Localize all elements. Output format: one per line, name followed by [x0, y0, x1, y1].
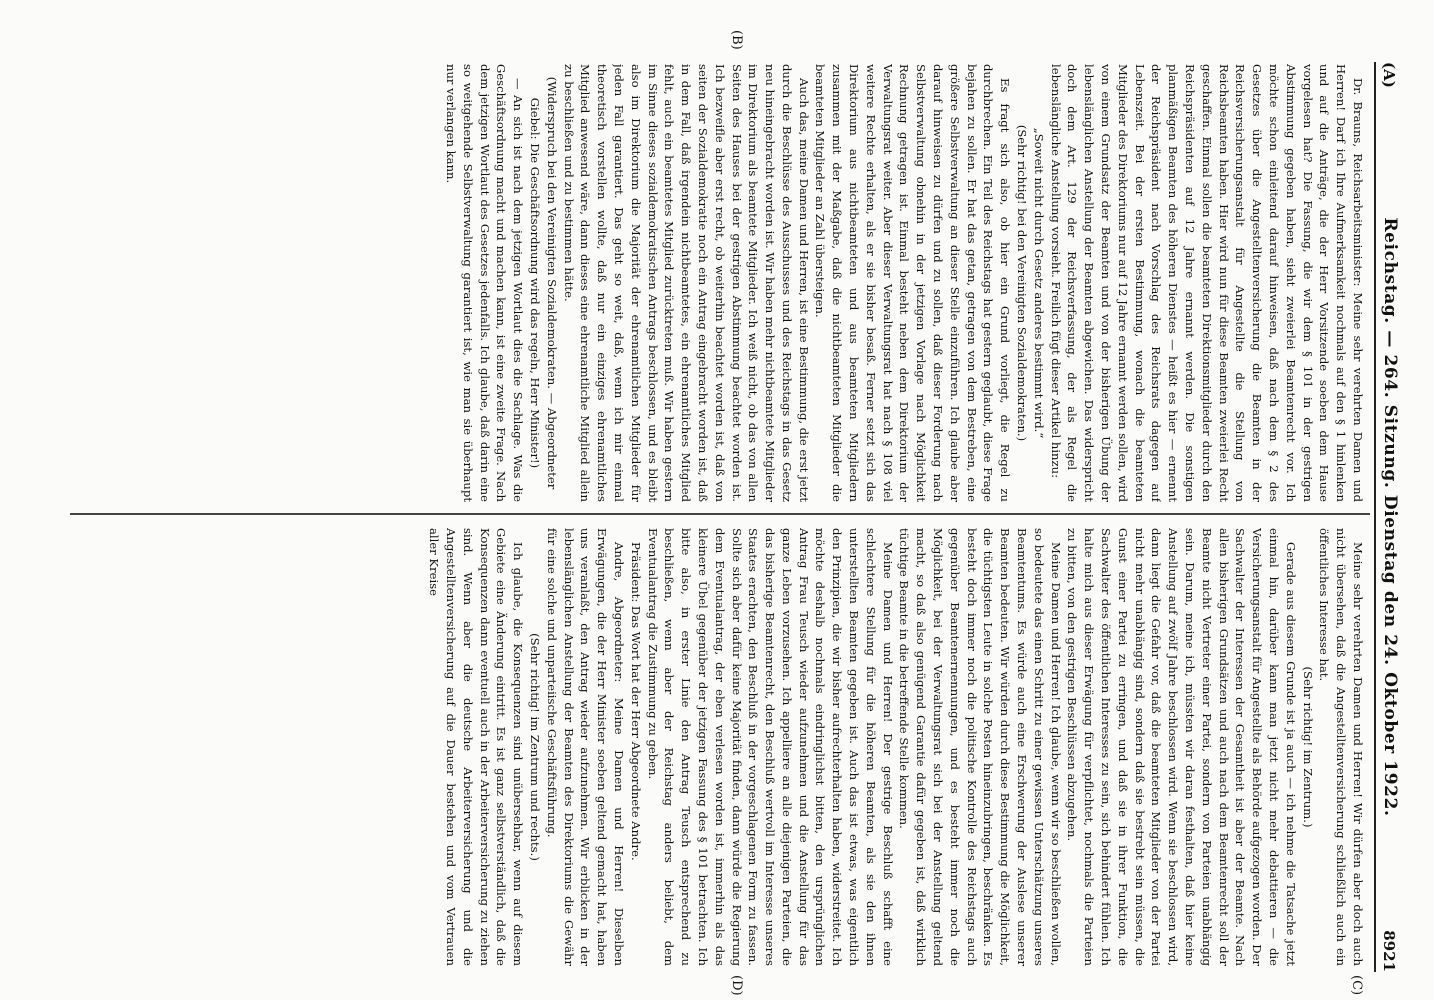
paragraph: Gerade aus diesem Grunde ist ja auch — ich nehme die Tatsache jetzt einmal hin, darüber kann man jetzt nicht mehr debattieren — die Versicherungsanstalt für Angestellte als Behörde aufgezogen worden. Der Sachwalter der Interessen der Gesamtheit ist aber der Beamte. Nach allen bisherigen Grundsätzen und auch nach dem Beamtenrecht soll der Beamte nicht Vertreter einer Partei, sondern von Parteien unabhängig sein. Darum, meine ich, müssten wir daran festhalten, daß hier keine Anstellung auf zwölf Jahre beschlossen wird. Wenn sie beschlossen wird, dann liegt die Gefahr vor, daß die beamteten Mitglieder von der Partei nicht mehr unabhängig sind, sondern daß sie bestrebt sein müssen, die Gunst einer Partei zu erringen, und daß sie in ihrer Funktion, die Sachwalter des öffentlichen Interesses zu sein, sich behindert fühlen. Ich halte mich aus dieser Erwägung für verpflichtet, nochmals die Parteien zu bitten, von den gestrigen Beschlüssen abzugehen. — [1065, 528, 1298, 966]
margin-marker-c: (C) — [1349, 975, 1364, 996]
header-rule — [1374, 62, 1376, 972]
paragraph: Meine sehr verehrten Damen und Herren! Wir dürfen aber doch auch nicht übersehen, daß die Angestelltenversicherung schließlich auch ein öffentliches Interesse hat. — [1317, 528, 1365, 966]
margin-marker-d: (D) — [729, 975, 744, 996]
paragraph: Ich glaube, die Konsequenzen sind unübersehbar, wenn auf diesem Gebiete eine Änderung eintritt. Es ist ganz selbstverständlich, daß die Konsequenzen dann eventuell auch in der Arbeiterversicherung zu ziehen sind. Wenn aber die deutsche Arbeiterversicherung und die Angestelltenversicherung auf die Dauer bestehen und vom Vertrauen aller Kreise — [427, 528, 526, 966]
column-divider — [70, 513, 1370, 515]
paragraph: Meine Damen und Herren! Der gestrige Beschluß schafft eine schlechtere Stellung für die höheren Beamten, als sie den ihnen unterstellten Beamten gegeben ist. Auch das ist etwas, was eigentlich den Prinzipien, die wir bisher aufrechterhalten haben, widerstreitet. Ich möchte deshalb nochmals eindringlichst bitten, den ursprünglichen Antrag Frau Teusch wieder aufzunehmen und die Anstellung für das ganze Leben vorzusehen. Ich appelliere an alle diejenigen Parteien, die das bisherige Beamtenrecht, den Beschluß wertvoll im Interesse unseres Staates erachten, den Beschluß in der vorgeschlagenen Form zu fassen. Sollte sich aber dafür keine Majorität finden, dann würde die Regierung dem Eventualantrag, der eben verlesen worden ist, immerhin als das kleinere Übel gegenüber der jetzigen Fassung des § 101 betrachten. Ich bitte also, in erster Linie den Antrag Teusch entsprechend zu beschließen, wenn aber der Reichstag anders beliebt, dem Eventualantrag die Zustimmung zu geben. — [645, 528, 895, 966]
paragraph-speaker: Präsident: Das Wort hat der Herr Abgeordnete Andre. — [628, 542, 643, 861]
paragraph: Dr. Brauns, Reichsarbeitsminister: Meine sehr verehrten Damen und Herren! Darf ich Ihre Aufmerksamkeit nochmals auf den § 1 hinlenken und auf die Anträge, die der Herr Vorsitzende soeben dem Hause vorgelesen hat? Die Fassung, die wir dem § 101 in der gestrigen Abstimmung gegeben haben, sieht zweierlei Beamtenrecht vor. Ich möchte schon einleitend darauf hinweisen, daß nach dem § 2 des Gesetzes über die Angestelltenversicherung die Beamten in der Reichsversicherungsanstalt für Angestellte die Stellung von Reichsbeamten haben. Hier wird nun für diese Beamten zweierlei Recht geschaffen. Einmal sollen die beamteten Direktionsmitglieder durch den Reichspräsidenten auf 12 Jahre ernannt werden. Die sonstigen planmäßigen Beamten des höheren Dienstes — heißt es hier — ernennt der Reichspräsident nach Vorschlag des Reichsrats dagegen auf Lebenszeit. Bei der ersten Bestimmung, wonach die beamteten Mitglieder des Direktoriums nur auf 12 Jahre ernannt werden sollen, wird von einem Grundsatz der Beamten und von der bisherigen Übung der lebenslänglichen Anstellung der Beamten abgewichen. Das widerspricht doch dem Art. 129 der Reichsverfassung, der als Regel die lebenslängliche Anstellung vorsieht. Freilich fügt dieser Artikel hinzu: — [1048, 64, 1365, 502]
paragraph: Es fragt sich also, ob hier ein Grund vorliegt, die Regel zu durchbrechen. Ein Teil des Reichstags hat gestern geglaubt, diese Frage bejahen zu sollen. Er hat das getan, getragen von dem Bestreben, eine größere Selbstverwaltung an dieser Stelle einzuführen. Ich glaube aber darauf hinweisen zu dürfen und zu sollen, daß dieser Forderung nach Selbstverwaltung obnehin in der jetzigen Vorlage nach Möglichkeit Rechnung getragen ist. Einmal besteht neben dem Direktorium der Verwaltungsrat weiter. Aber dieser Verwaltungsrat hat nach § 108 viel weitere Rechte erhalten, als er sie bisher besaß. Ferner setzt sich das Direktorium aus nichtbeamteten und aus beamteten Mitgliedern zusammen mit der Maßgabe, daß die nichtbeamteten Mitglieder die beamteten Mitglieder an Zahl übersteigen. — [813, 64, 1013, 502]
paragraph: — An sich ist nach dem jetzigen Wortlaut dies die Sachlage. Was die Geschäftsordnung macht und machen kann, ist eine zweite Frage. Nach dem jetzigen Wortlaut des Gesetzes jedenfalls. Ich glaube, daß darin eine so weitgehende Selbstverwaltung garantiert ist, wie man sie überhaupt nur verlangen kann. — [443, 64, 526, 502]
page-number: 8921 — [1380, 930, 1398, 972]
paragraph: Meine Damen und Herren! Ich glaube, wenn wir so beschließen wollen, so bedeutete das einen Schritt zu einer gewissen Unterschätzung unseres Beamtentums. Es würde auch eine Erschwerung der Auslese unserer Beamten bedeuten. Wir würden durch diese Bestimmung die Möglichkeit, die tüchtigsten Leute in solche Posten hineinzubringen, beschränken. Es besteht doch immer noch die politische Kontrolle des Reichstags auch gegenüber Beamtenernennungen, und es besteht immer noch die Möglichkeit, bei der Verwaltungsrat sich bei der Anstellung geltend macht, so daß also genügend Garantie dafür gegeben ist, daß wirklich tüchtige Beamte in die betreffende Stelle kommen. — [897, 528, 1063, 966]
paragraph-speaker: Andre, Abgeordneter: Meine Damen und Herren! Dieselben Erwägungen, die der Herr Minister soeben geltend gemacht hat, haben uns veranlaßt, den Antrag wieder aufzunehmen. Wir erblicken in der lebenslänglichen Anstellung der Beamten des Direktoriums die Gewähr für eine solche und unparteiische Geschäftsführung. — [544, 528, 626, 966]
paragraph-quote: „Soweit nicht durch Gesetz anderes bestimmt wird.“ — [1031, 127, 1046, 439]
paragraph-interjection: (Sehr richtig! bei den Vereinigten Sozialdemokraten.) — [1015, 124, 1030, 442]
right-column — [76, 528, 1366, 966]
page-header — [1380, 62, 1406, 972]
paragraph-interjection: (Widerspruch bei den Vereinigten Sozialdemokraten. — Abgeordneter Giebel: Die Geschäftsordnung wird das regeln, Herr Minister!) — [527, 76, 559, 490]
paragraph-interjection: (Sehr richtig! im Zentrum und rechts.) — [527, 633, 542, 861]
paragraph: Auch das, meine Damen und Herren, ist eine Bestimmung, die erst jetzt durch die Beschlüsse des Ausschusses und des Reichstags in das Gesetz neu hineingebracht worden ist. Wir haben mehr nichtbeamtete Mitglieder im Direktorium als beamtete Mitglieder. Ich weiß nicht, ob das von allen Seiten des Hauses bei der gestrigen Abstimmung beachtet worden ist. Ich bezweifle aber erst recht, ob weiterhin beachtet worden ist, daß von seiten der Sozialdemokratie noch ein Antrag eingebracht worden ist, daß in dem Fall, daß irgendein nichtbeamtetes, ein ehrenamtliches Mitglied fehlt, auch ein beamtetes Mitglied zurücktreten muß. Wir haben gestern im Sinne dieses sozialdemokratischen Antrags beschlossen, und es bleibt also im Direktorium die Majorität der ehrenamtlichen Mitglieder für jeden Fall garantiert. Das geht so weit, daß, wenn ich mir einmal theoretisch vorstellen wollte, daß nur ein einziges ehrenamtliches Mitglied anwesend wäre, dann dieses eine ehrenamtliche Mitglied allein zu beschließen und zu bestimmen hätte. — [561, 64, 811, 502]
margin-marker-b: (B) — [729, 30, 744, 50]
margin-marker-a: (A) — [1380, 62, 1398, 88]
paragraph-interjection: (Sehr richtig! im Zentrum.) — [1300, 666, 1315, 828]
left-column — [76, 64, 1366, 502]
page-title: Reichstag. — 264. Sitzung. Dienstag den 24. Oktober 1922. — [1380, 217, 1400, 817]
